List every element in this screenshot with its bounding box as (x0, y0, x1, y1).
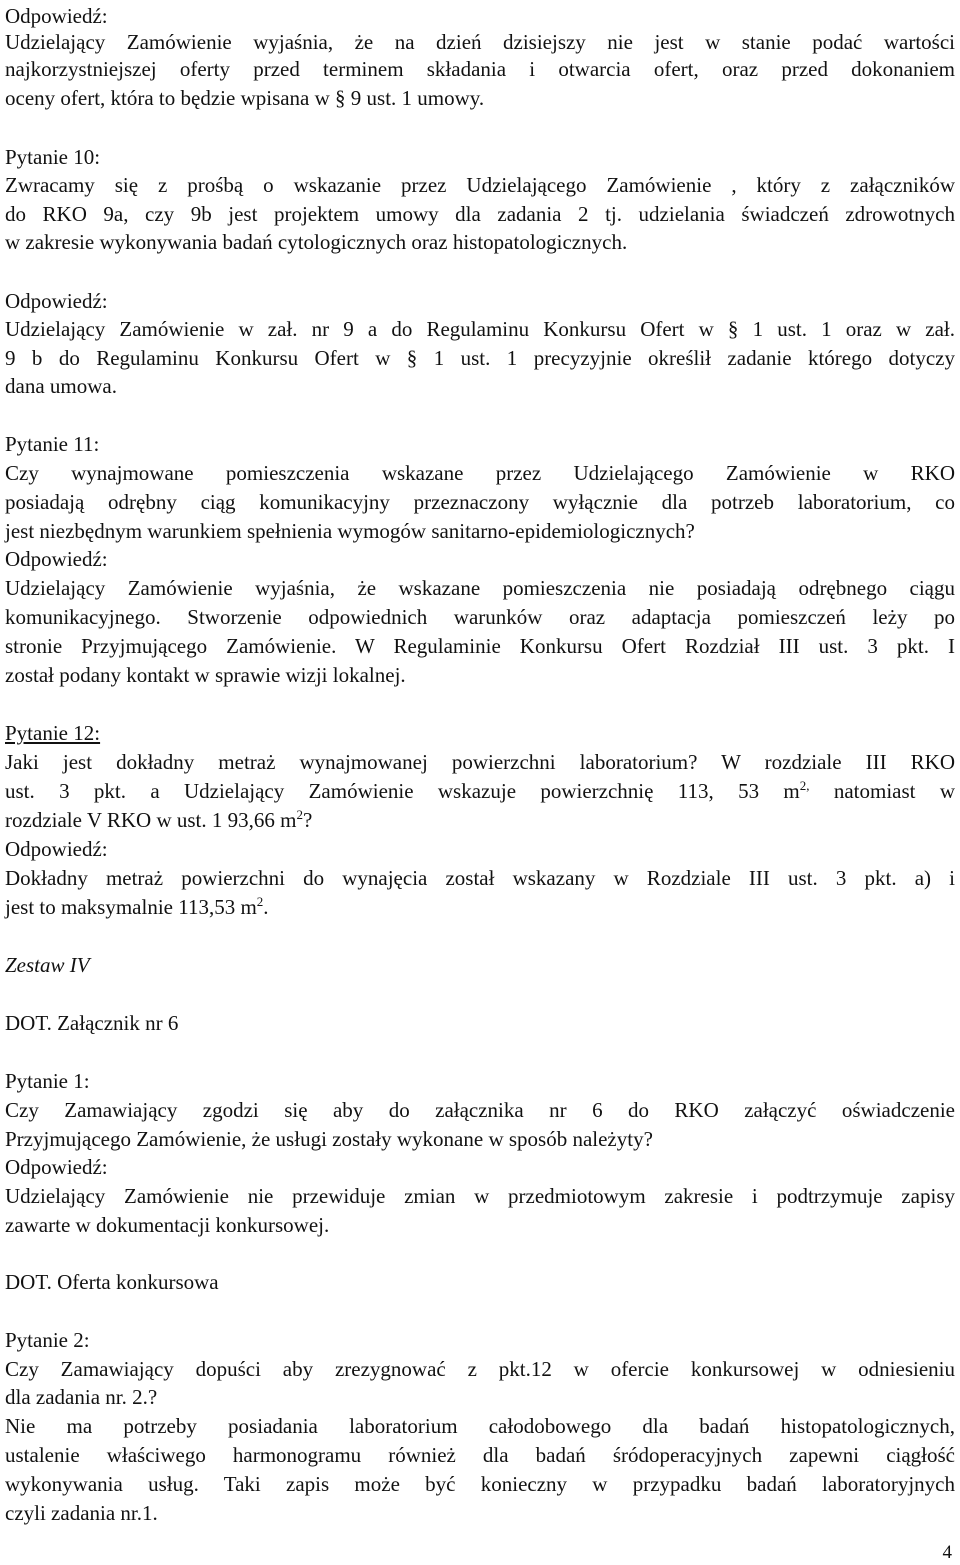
text-line: Udzielający Zamówienie w zał. nr 9 a do Regulaminu Konkursu Ofert w § 1 ust. 1 oraz w zał. (5, 317, 955, 341)
text-segment: jest to maksymalnie 113,53 m (5, 895, 257, 919)
text-line: w zakresie wykonywania badań cytologicznych oraz histopatologicznych. (5, 230, 628, 254)
text-line: Udzielający Zamówienie wyjaśnia, że na dzień dzisiejszy nie jest w stanie podać wartości (5, 30, 955, 54)
text-line: Zwracamy się z prośbą o wskazanie przez Udzielającego Zamówienie , który z załączników (5, 173, 955, 197)
text-line: wykonywania usług. Taki zapis może być konieczny w przypadku badań laboratoryjnych (5, 1472, 955, 1496)
text-line: Nie ma potrzeby posiadania laboratorium całodobowego dla badań histopatologicznych, (5, 1414, 955, 1438)
text-line: posiadają odrębny ciąg komunikacyjny przeznaczony wyłącznie dla potrzeb laboratorium, co (5, 490, 955, 514)
text-line: dana umowa. (5, 374, 117, 398)
text-line: czyli zadania nr.1. (5, 1501, 158, 1525)
text-line: zawarte w dokumentacji konkursowej. (5, 1213, 330, 1237)
text-line: 9 b do Regulaminu Konkursu Ofert w § 1 ust. 1 precyzyjnie określił zadanie którego dotyczy (5, 346, 955, 370)
text-segment: rozdziale V RKO w ust. 1 93,66 m (5, 808, 297, 832)
question-label: Pytanie 2: (5, 1328, 90, 1352)
text-line: komunikacyjnego. Stworzenie odpowiednich warunków oraz adaptacja pomieszczeń leży po (5, 605, 955, 629)
subsection-heading: DOT. Oferta konkursowa (5, 1270, 219, 1294)
text-line: dla zadania nr. 2.? (5, 1385, 158, 1409)
superscript: 2 (256, 894, 264, 909)
text-line: najkorzystniejszej oferty przed terminem składania i otwarcia ofert, oraz przed dokonaniem (5, 57, 955, 81)
answer-label: Odpowiedź: (5, 837, 108, 861)
page-number: 4 (942, 1542, 952, 1563)
text-line: Udzielający Zamówienie wyjaśnia, że wskazane pomieszczenia nie posiadają odrębnego ciągu (5, 576, 955, 600)
text-line: jest niezbędnym warunkiem spełnienia wymogów sanitarno-epidemiologicznych? (5, 519, 695, 543)
superscript: 2 (296, 807, 303, 822)
text-segment: natomiast w (809, 779, 955, 803)
answer-label: Odpowiedź: (5, 547, 108, 571)
text-segment: ust. 3 pkt. a Udzielający Zamówienie wskazuje powierzchnię 113, 53 m (5, 779, 800, 803)
text-line-with-superscript (5, 894, 955, 920)
section-heading: Zestaw IV (5, 953, 90, 977)
text-line: ustalenie właściwego harmonogramu również dla badań śródoperacyjnych zapewni ciągłość (5, 1443, 955, 1467)
text-segment: . (263, 895, 269, 919)
subsection-heading: DOT. Załącznik nr 6 (5, 1011, 179, 1035)
text-line-with-superscript (5, 807, 955, 833)
superscript: 2, (799, 778, 810, 793)
answer-label: Odpowiedź: (5, 1155, 108, 1179)
text-line: Czy wynajmowane pomieszczenia wskazane przez Udzielającego Zamówienie w RKO (5, 461, 955, 485)
text-line: został podany kontakt w sprawie wizji lokalnej. (5, 663, 406, 687)
text-line: Dokładny metraż powierzchni do wynajęcia został wskazany w Rozdziale III ust. 3 pkt. a) i (5, 866, 955, 890)
text-segment: ? (302, 808, 313, 832)
text-line: Czy Zamawiający zgodzi się aby do załącznika nr 6 do RKO załączyć oświadczenie (5, 1098, 955, 1122)
text-line-with-superscript (5, 778, 955, 804)
text-line: stronie Przyjmującego Zamówienie. W Regulaminie Konkursu Ofert Rozdział III ust. 3 pkt. I (5, 634, 955, 658)
text-line: Czy Zamawiający dopuści aby zrezygnować z pkt.12 w ofercie konkursowej w odniesieniu (5, 1357, 955, 1381)
text-line: do RKO 9a, czy 9b jest projektem umowy dla zadania 2 tj. udzielania świadczeń zdrowotnych (5, 202, 955, 226)
answer-label: Odpowiedź: (5, 289, 108, 313)
question-label: Pytanie 1: (5, 1069, 90, 1093)
text-line: oceny ofert, która to będzie wpisana w § 9 ust. 1 umowy. (5, 86, 485, 110)
text-line: Jaki jest dokładny metraż wynajmowanej powierzchni laboratorium? W rozdziale III RKO (5, 750, 955, 774)
question-label: Pytanie 10: (5, 145, 101, 169)
question-label: Pytanie 12: (5, 721, 101, 745)
text-line: Przyjmującego Zamówienie, że usługi zostały wykonane w sposób należyty? (5, 1127, 653, 1151)
answer-label: Odpowiedź: (5, 4, 108, 28)
text-line: Udzielający Zamówienie nie przewiduje zmian w przedmiotowym zakresie i podtrzymuje zapisy (5, 1184, 955, 1208)
question-label: Pytanie 11: (5, 432, 100, 456)
